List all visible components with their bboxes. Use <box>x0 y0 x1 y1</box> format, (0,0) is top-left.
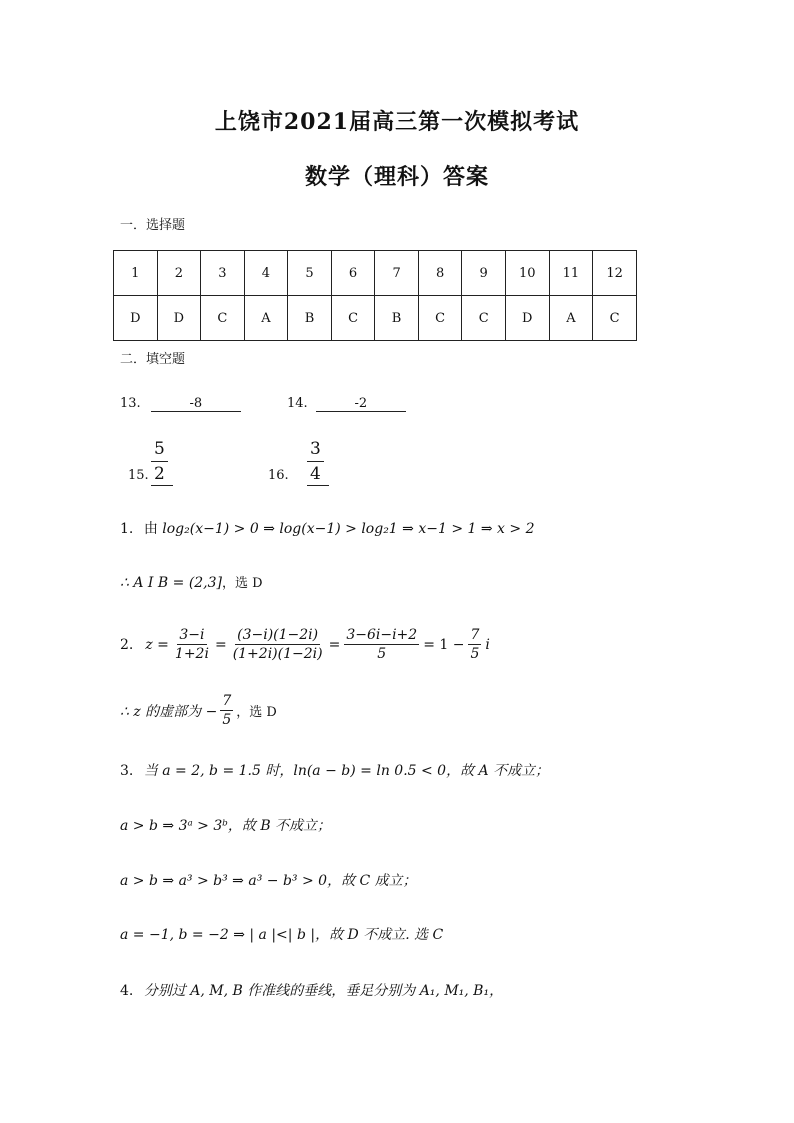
q15-denominator: 2 <box>151 461 168 486</box>
solution-2-fraction-4 <box>468 626 481 663</box>
solution-4-text: 分别过 A, M, B 作准线的垂线，垂足分别为 A₁, M₁, B₁， <box>143 983 504 999</box>
question-number-cell: 5 <box>288 251 332 296</box>
solution-2b-tail: ，选 D <box>236 705 277 720</box>
question-number-cell: 3 <box>201 251 245 296</box>
answer-cell: B <box>375 296 419 341</box>
section-fill-heading: 二．填空题 <box>120 352 186 367</box>
answer-cell: A <box>549 296 593 341</box>
question-number-cell: 9 <box>462 251 506 296</box>
solution-1b-line <box>120 572 263 591</box>
solution-2b-prefix: ∴ z 的虚部为 − <box>120 703 218 720</box>
fraction-denominator: 5 <box>470 646 480 662</box>
question-number-cell: 12 <box>593 251 637 296</box>
solution-2b-fraction <box>220 692 233 729</box>
solution-2-tail-post: i <box>485 636 490 653</box>
fraction-denominator: 5 <box>222 712 232 728</box>
solution-2-lhs: z = <box>145 636 169 653</box>
answer-cell: B <box>288 296 332 341</box>
answer-cell: D <box>505 296 549 341</box>
fraction-numerator: (3−i)(1−2i) <box>237 627 319 643</box>
section-choice-heading: 一．选择题 <box>120 218 186 233</box>
answer-cell: A <box>244 296 288 341</box>
solution-1b-tail: ，选 D <box>222 576 263 591</box>
q14-answer: -2 <box>316 396 406 412</box>
solution-4-label: 4. <box>120 983 134 999</box>
question-number-cell: 11 <box>549 251 593 296</box>
answer-cell: D <box>114 296 158 341</box>
answer-table <box>113 250 637 341</box>
q15-label: 15. <box>128 468 149 483</box>
q15-numerator: 5 <box>154 439 165 459</box>
question-number-cell: 6 <box>331 251 375 296</box>
page-title: 上饶市2021届高三第一次模拟考试 <box>214 109 580 135</box>
solution-3c-line: a > b ⇒ a³ > b³ ⇒ a³ − b³ > 0，故 C 成立； <box>120 873 417 889</box>
solution-3-text: 当 a = 2, b = 1.5 时，ln(a − b) = ln 0.5 < 0，故 A 不成立； <box>143 763 550 779</box>
fill-q13 <box>120 396 241 412</box>
answer-cell: D <box>157 296 201 341</box>
answer-table-answer-row <box>114 296 637 341</box>
fraction-denominator: (1+2i)(1−2i) <box>232 646 323 662</box>
q16-label: 16. <box>268 468 289 483</box>
q14-label: 14. <box>287 396 308 411</box>
solution-1-label: 1. <box>120 521 134 537</box>
q16-denominator: 4 <box>307 461 324 486</box>
answer-cell: C <box>331 296 375 341</box>
solution-1-prefix: 由 <box>143 521 158 537</box>
solution-4-line <box>120 980 503 1000</box>
solution-2-fraction-3 <box>344 626 419 663</box>
fill-q14 <box>287 396 406 412</box>
q16-numerator: 3 <box>310 439 321 459</box>
q16-fraction <box>307 437 329 486</box>
q13-answer: -8 <box>151 396 241 412</box>
question-number-cell: 1 <box>114 251 158 296</box>
solution-3d-line: a = −1, b = −2 ⇒ | a |<| b |，故 D 不成立. 选 C <box>120 927 444 943</box>
solution-1b-expression: ∴ A I B = (2,3] <box>120 575 223 591</box>
answer-cell: C <box>593 296 637 341</box>
question-number-cell: 8 <box>418 251 462 296</box>
solution-1-line <box>120 518 534 538</box>
fraction-denominator: 1+2i <box>174 646 209 662</box>
question-number-cell: 2 <box>157 251 201 296</box>
question-number-cell: 10 <box>505 251 549 296</box>
fraction-numerator: 3−i <box>179 627 205 643</box>
answer-cell: C <box>418 296 462 341</box>
fraction-numerator: 7 <box>470 627 480 643</box>
fraction-denominator: 5 <box>377 646 387 662</box>
question-number-cell: 4 <box>244 251 288 296</box>
solution-3b-line: a > b ⇒ 3ᵃ > 3ᵇ，故 B 不成立； <box>120 818 332 834</box>
fraction-numerator: 7 <box>222 693 232 709</box>
question-number-cell: 7 <box>375 251 419 296</box>
solution-2-fraction-2 <box>231 626 325 663</box>
solution-2-fraction-1 <box>173 626 211 663</box>
solution-3-line <box>120 760 549 780</box>
solution-2-label: 2. <box>120 636 134 653</box>
answer-table-number-row <box>114 251 637 296</box>
solution-2b-line <box>120 692 277 729</box>
answer-cell: C <box>201 296 245 341</box>
q13-label: 13. <box>120 396 141 411</box>
fraction-numerator: 3−6i−i+2 <box>346 627 418 643</box>
q15-fraction <box>151 437 173 486</box>
answer-cell: C <box>462 296 506 341</box>
solution-2-line: 2. z = $\frac{3-i}{1+2i}$ = $\frac{(3-i)(1-2i)}{(1+2i)(1-2i)}$ = $\frac{3-6i-i+2}{5}$ = 1 − $\frac{7}{5}$ i <box>120 627 490 662</box>
solution-1-expression: log₂(x−1) > 0 ⇒ log(x−1) > log₂1 ⇒ x−1 > 1 ⇒ x > 2 <box>162 521 535 537</box>
solution-2-tail-pre: = 1 − <box>423 636 465 653</box>
solution-3-label: 3. <box>120 763 134 779</box>
page-subtitle: 数学（理科）答案 <box>304 164 489 190</box>
